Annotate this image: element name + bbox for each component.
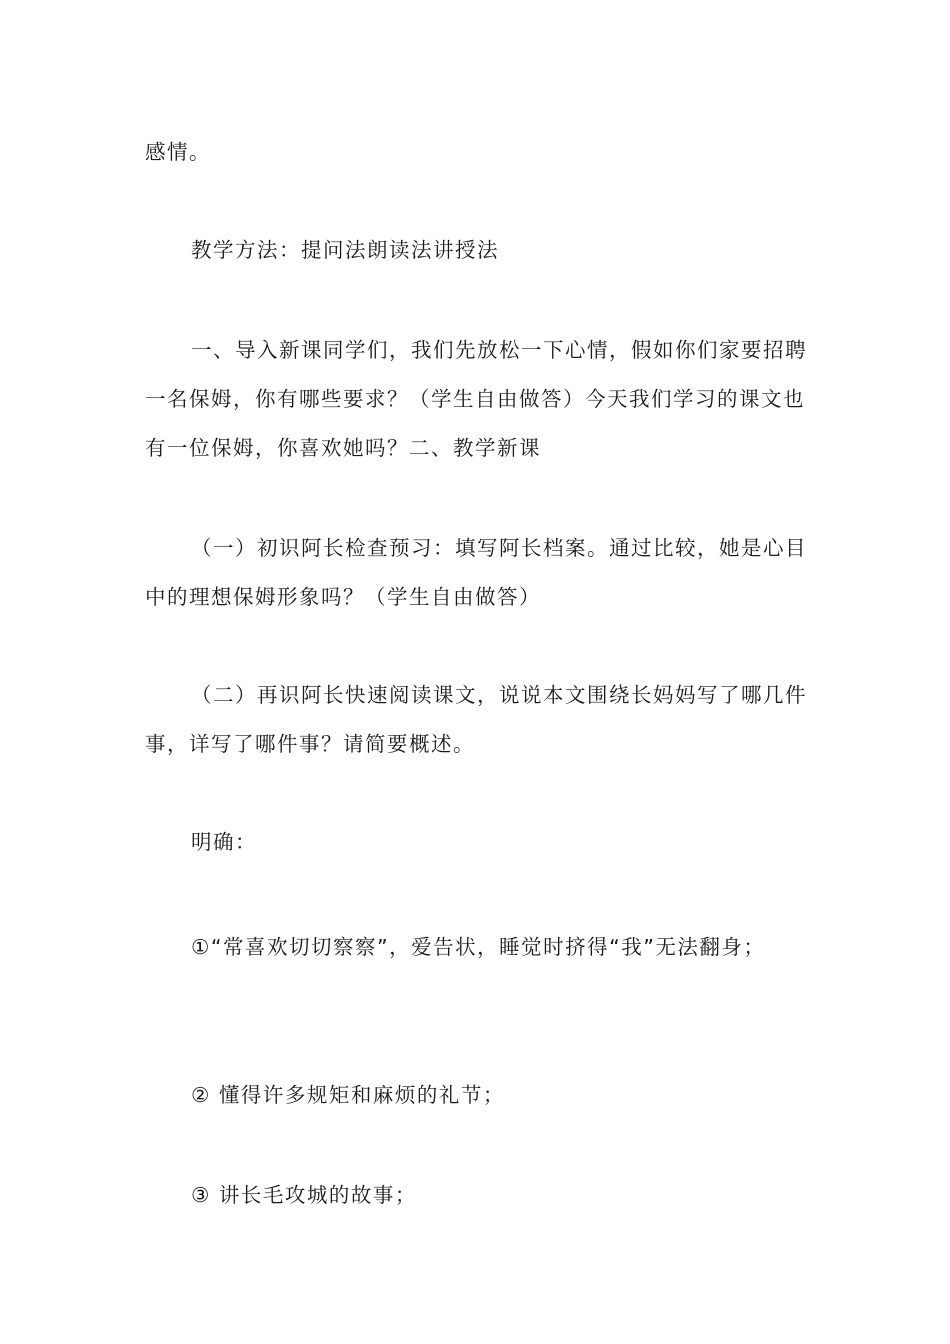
- paragraph-clarify: 明确：: [191, 830, 257, 854]
- paragraph-point-3: ③ 讲长毛攻城的故事；: [191, 1183, 417, 1207]
- paragraph-second-knowing: （二）再识阿长快速阅读课文，说说本文围绕长妈妈写了哪几件事，详写了哪件事？请简要概述。: [145, 683, 807, 756]
- paragraph-first-knowing: （一）初识阿长检查预习：填写阿长档案。通过比较，她是心目中的理想保姆形象吗？（学生自由做答）: [145, 536, 807, 609]
- paragraph-point-2: ② 懂得许多规矩和麻烦的礼节；: [191, 1083, 505, 1107]
- paragraph-introduction: 一、导入新课同学们，我们先放松一下心情，假如你们家要招聘一名保姆，你有哪些要求？（学生自由做答）今天我们学习的课文也有一位保姆，你喜欢她吗？二、教学新课: [145, 338, 807, 460]
- paragraph-continuation: 感情。: [145, 140, 211, 164]
- paragraph-teaching-method: 教学方法：提问法朗读法讲授法: [191, 238, 499, 262]
- paragraph-point-1: ①“常喜欢切切察察”，爱告状，睡觉时挤得“我”无法翻身；: [191, 935, 766, 959]
